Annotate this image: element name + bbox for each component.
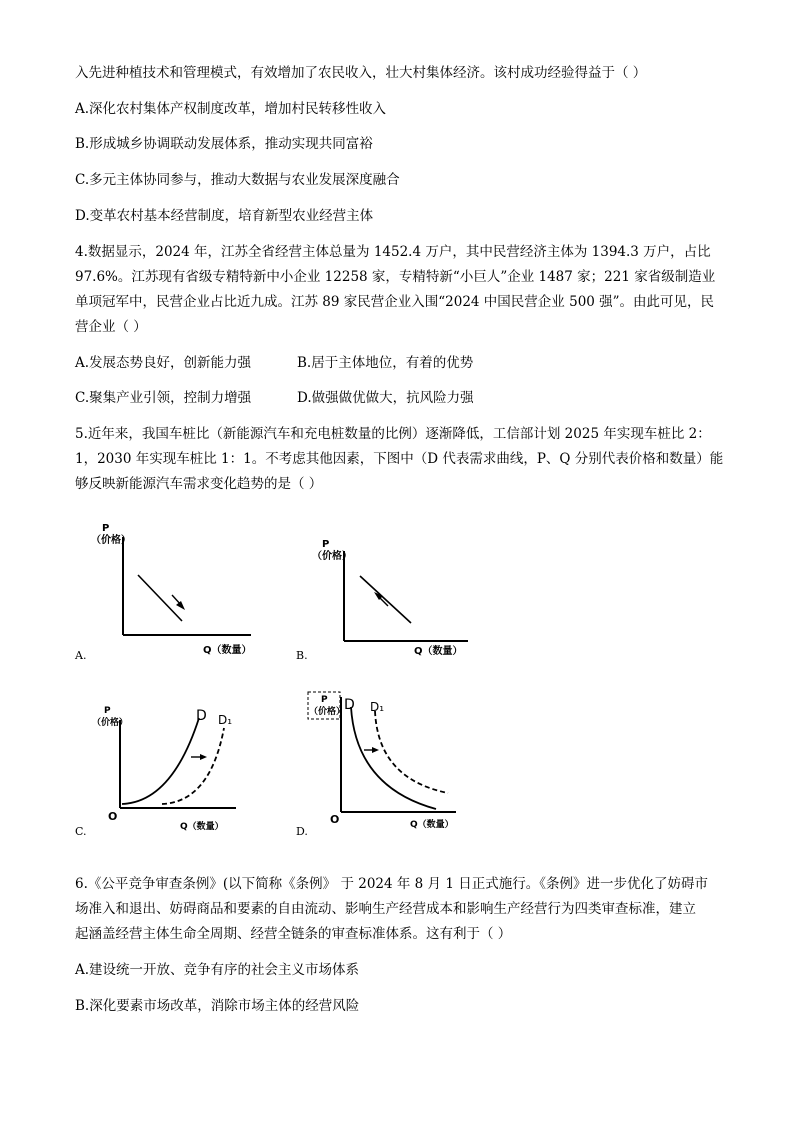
q3-option-b: B.形成城乡协调联动发展体系，推动实现共同富裕 bbox=[75, 136, 373, 152]
fig-d-p-label: P bbox=[321, 695, 328, 705]
fig-d-arrowhead bbox=[372, 747, 379, 753]
q3-option-d: D.变革农村基本经营制度，培育新型农业经营主体 bbox=[75, 208, 374, 224]
fig-b-q-label: Q（数量） bbox=[414, 646, 463, 657]
q5-stem-line-2: 1，2030 年实现车桩比 1：1。不考虑其他因素，下图中（D 代表需求曲线，P、Q 分别代表价格和数量）能 bbox=[75, 451, 724, 467]
figure-c bbox=[88, 700, 258, 840]
fig-c-d1-label: D₁ bbox=[218, 713, 233, 727]
q6-stem-line-2: 场准入和退出、妨碍商品和要素的自由流动、影响生产经营成本和影响生产经营行为四类审查标准，建立 bbox=[75, 901, 696, 917]
fig-d-d1-label: D₁ bbox=[370, 700, 385, 714]
q4-stem-line-1: 4.数据显示，2024 年，江苏全省经营主体总量为 1452.4 万户，其中民营经济主体为 1394.3 万户，占比 bbox=[75, 244, 711, 260]
fig-b-p-cn-label: （价格） bbox=[312, 551, 352, 562]
q6-stem-line-1: 6.《公平竞争审查条例》(以下简称《条例》 于 2024 年 8 月 1 日正式施行。《条例》进一步优化了妨碍市 bbox=[75, 876, 708, 892]
q4-stem-line-4: 营企业（ ） bbox=[75, 319, 147, 335]
fig-a-option-label: A. bbox=[75, 649, 87, 662]
q4-stem-line-3: 单项冠军中，民营企业占比近九成。江苏 89 家民营企业入围“2024 中国民营企业 500 强”。由此可见，民 bbox=[75, 294, 715, 310]
fig-d-p-cn-label: （价格） bbox=[309, 707, 346, 717]
fig-c-arrowhead bbox=[200, 754, 207, 760]
fig-d-option-label: D. bbox=[296, 825, 308, 838]
fig-a-p-cn-label: （价格） bbox=[91, 535, 131, 546]
fig-a-q-label: Q（数量） bbox=[203, 645, 252, 656]
fig-d-origin: O bbox=[330, 813, 340, 826]
q3-stem: 入先进种植技术和管理模式，有效增加了农民收入，壮大村集体经济。该村成功经验得益于（ ） bbox=[75, 65, 647, 81]
q4-option-a: A.发展态势良好，创新能力强 bbox=[75, 355, 252, 371]
fig-c-origin: O bbox=[108, 810, 118, 823]
fig-d-curve-d1 bbox=[375, 711, 448, 793]
fig-c-p-label: P bbox=[104, 706, 111, 716]
fig-d-curve-d bbox=[351, 707, 436, 809]
q3-option-a: A.深化农村集体产权制度改革，增加村民转移性收入 bbox=[75, 101, 387, 117]
q6-stem-line-3: 起涵盖经营主体生命全周期、经营全链条的审查标准体系。这有利于（ ） bbox=[75, 926, 512, 942]
q4-option-d: D.做强做优做大，抗风险力强 bbox=[297, 390, 474, 406]
q5-stem-line-3: 够反映新能源汽车需求变化趋势的是（ ） bbox=[75, 476, 323, 492]
fig-a-arrowhead bbox=[176, 601, 185, 610]
figure-a bbox=[75, 515, 255, 665]
fig-b-p-label: P bbox=[322, 539, 330, 550]
fig-b-option-label: B. bbox=[296, 649, 308, 662]
figure-b bbox=[296, 517, 476, 665]
q3-option-c: C.多元主体协同参与，推动大数据与农业发展深度融合 bbox=[75, 172, 400, 188]
fig-c-p-cn-label: （价格） bbox=[92, 718, 129, 728]
fig-c-curve-d1 bbox=[162, 728, 224, 804]
q4-option-b: B.居于主体地位，有着的优势 bbox=[297, 355, 474, 371]
fig-d-q-label: Q（数量） bbox=[410, 820, 454, 830]
q6-option-b: B.深化要素市场改革，消除市场主体的经营风险 bbox=[75, 998, 360, 1014]
fig-b-demand-curve bbox=[360, 576, 411, 623]
q4-stem-line-2: 97.6%。江苏现有省级专精特新中小企业 12258 家，专精特新“小巨人”企业 1487 家；221 家省级制造业 bbox=[75, 269, 716, 285]
q5-stem-line-1: 5.近年来，我国车桩比（新能源汽车和充电桩数量的比例）逐渐降低，工信部计划 2025 年实现车桩比 2： bbox=[75, 426, 711, 442]
fig-c-option-label: C. bbox=[75, 825, 87, 838]
q6-option-a: A.建设统一开放、竞争有序的社会主义市场体系 bbox=[75, 962, 360, 978]
fig-d-d-label: D bbox=[344, 697, 355, 713]
figure-d bbox=[306, 689, 471, 839]
fig-a-p-label: P bbox=[102, 523, 110, 534]
fig-c-curve-d bbox=[122, 718, 199, 804]
fig-c-d-label: D bbox=[196, 708, 207, 724]
q4-option-c: C.聚集产业引领，控制力增强 bbox=[75, 390, 252, 406]
fig-c-q-label: Q（数量） bbox=[180, 822, 224, 832]
